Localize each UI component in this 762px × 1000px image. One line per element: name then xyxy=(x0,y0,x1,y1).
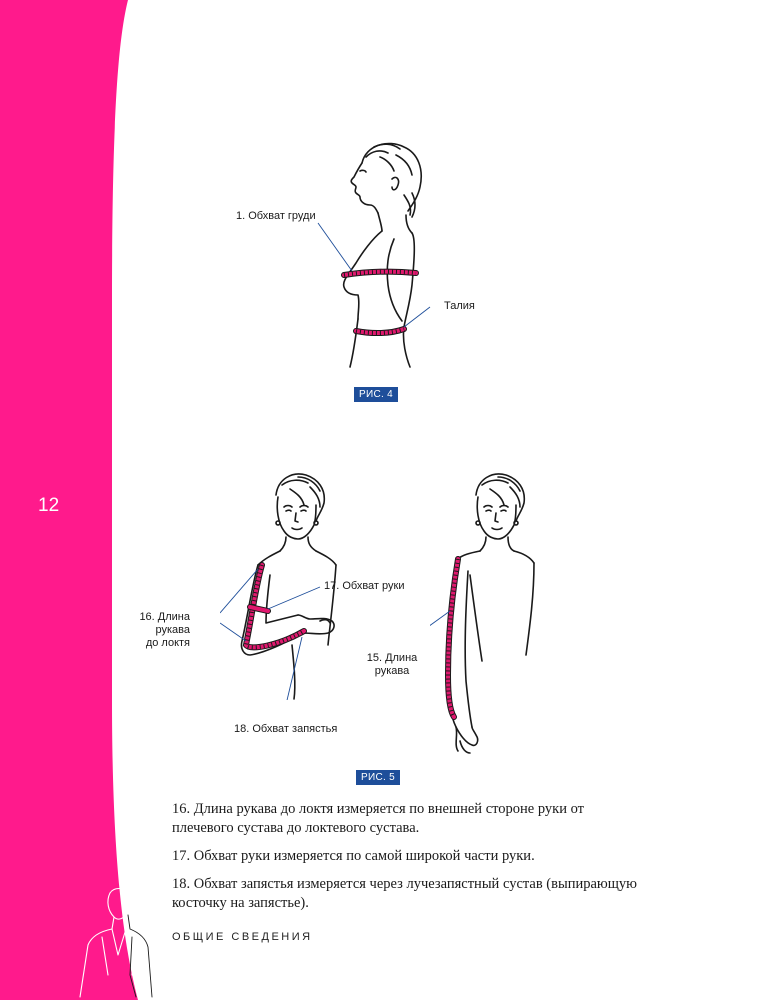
fashion-figure-sketch-icon xyxy=(62,885,160,1000)
figure-4-illustration xyxy=(300,135,470,375)
sleeve-length-tape xyxy=(448,559,458,717)
paragraph-wrist-girth: 18. Обхват запястья измеряется через лучезапястный сустав (выпирающую косточку на запястье). xyxy=(172,876,637,911)
measurement-descriptions xyxy=(172,800,642,922)
figure-4-caption: РИС. 4 xyxy=(354,387,398,402)
bust-tape xyxy=(344,272,416,275)
label-arm-girth: 17. Обхват руки xyxy=(324,580,405,592)
figure-5-right-illustration xyxy=(430,465,540,760)
label-sleeve-to-elbow-line1: 16. Длина xyxy=(139,611,190,623)
label-waist: Талия xyxy=(444,300,475,312)
arm-girth-tape xyxy=(250,607,268,611)
page-number: 12 xyxy=(38,495,60,516)
label-sleeve-to-elbow-line2: рукава xyxy=(155,624,190,636)
label-bust-girth: 1. Обхват груди xyxy=(236,210,316,222)
paragraph-sleeve-to-elbow: 16. Длина рукава до локтя измеряется по внешней стороне руки от плечевого сустава до локтевого сустава. xyxy=(172,801,584,836)
waist-tape xyxy=(356,329,404,333)
label-sleeve-to-elbow-line3: до локтя xyxy=(145,637,190,649)
label-wrist-girth: 18. Обхват запястья xyxy=(234,723,338,735)
label-sleeve-length-line1: 15. Длина xyxy=(366,652,418,664)
label-sleeve-length-line2: рукава xyxy=(374,665,410,677)
section-footer: ОБЩИЕ СВЕДЕНИЯ xyxy=(172,931,313,943)
figure-5-caption: РИС. 5 xyxy=(356,770,400,785)
paragraph-arm-girth: 17. Обхват руки измеряется по самой широкой части руки. xyxy=(172,848,535,864)
